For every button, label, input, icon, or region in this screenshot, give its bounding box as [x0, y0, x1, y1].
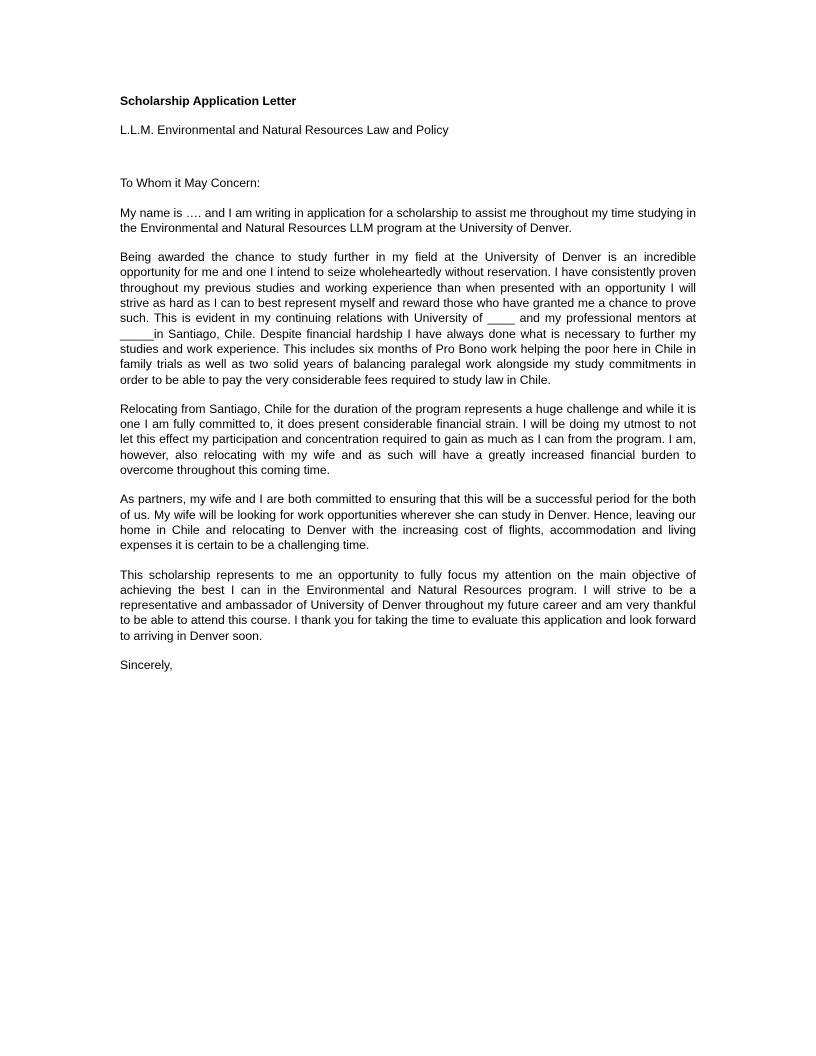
letter-paragraph-conclusion: This scholarship represents to me an opportunity to fully focus my attention on the main objective of achieving the best I can in the Environmental and Natural Resources program. I will strive to be a representative and ambassador of University of Denver throughout my future career and am very thankful to be able to attend this course. I thank you for taking the time to evaluate this application and look forward to arriving in Denver soon.	[120, 567, 696, 643]
letter-paragraph-partners: As partners, my wife and I are both committed to ensuring that this will be a successful period for the both of us. My wife will be looking for work opportunities wherever she can study in Denver. Hence, leaving our home in Chile and relocating to Denver with the increasing cost of flights, accommodation and living expenses it is certain to be a challenging time.	[120, 492, 696, 553]
letter-paragraph-relocation: Relocating from Santiago, Chile for the duration of the program represents a huge challenge and while it is one I am fully committed to, it does present considerable financial strain. I will be doing my utmost to not let this effect my participation and concentration required to gain as much as I can from the program. I am, however, also relocating with my wife and as such will have a greatly increased financial burden to overcome throughout this coming time.	[120, 401, 696, 478]
letter-salutation: To Whom it May Concern:	[120, 176, 261, 191]
letter-page	[120, 94, 696, 673]
letter-title: Scholarship Application Letter	[120, 94, 297, 108]
letter-paragraph-opportunity: Being awarded the chance to study further in my field at the University of Denver is an incredible opportunity for me and one I intend to seize wholeheartedly without reservation. I have consistently proven throughout my previous studies and working experience than when presented with an opportunity I will strive as hard as I can to best represent myself and reward those who have granted me a chance to prove such. This is evident in my continuing relations with University of ____ and my professional mentors at _____in Santiago, Chile. Despite financial hardship I have always done what is necessary to further my studies and work experience. This includes six months of Pro Bono work helping the poor here in Chile in family trials as well as two solid years of balancing paralegal work alongside my study commitments in order to be able to pay the very considerable fees required to study law in Chile.	[120, 250, 696, 387]
letter-paragraph-intro: My name is …. and I am writing in application for a scholarship to assist me throughout my time studying in the Environmental and Natural Resources LLM program at the University of Denver.	[120, 205, 696, 235]
letter-subtitle: L.L.M. Environmental and Natural Resources Law and Policy	[120, 123, 449, 137]
letter-closing: Sincerely,	[120, 658, 173, 673]
